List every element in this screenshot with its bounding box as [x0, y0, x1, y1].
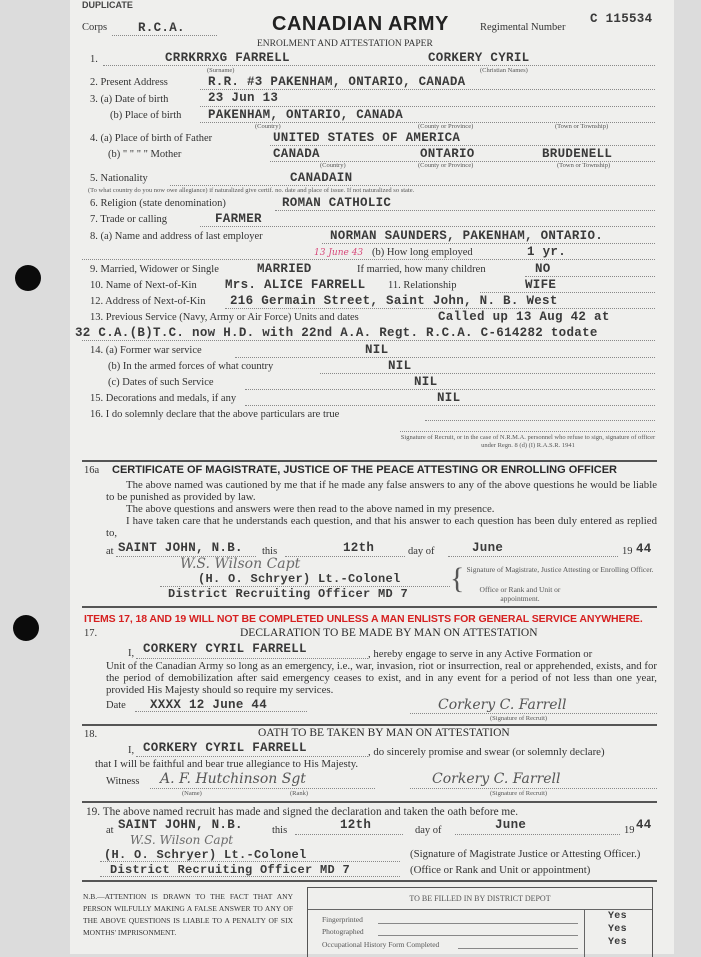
dotted-line	[275, 210, 655, 211]
dotted-line	[103, 65, 655, 66]
q7-label: 7. Trade or calling	[90, 214, 167, 225]
section-divider	[82, 724, 657, 726]
penalty-notice: N.B.—ATTENTION IS DRAWN TO THE FACT THAT ANY PERSON WILFULLY MAKING A FALSE ANSWER TO ANY OF THE ABOVE QUESTIONS IS LIABLE TO A PENALTY OF SIX MONTHS' IMPRISONMENT.	[83, 892, 293, 937]
dotted-line	[320, 373, 655, 374]
dotted-line	[455, 834, 620, 835]
certificate-paragraph: The above questions and answers were then read to the above named in my presence.	[126, 503, 495, 515]
officer-name: (H. O. Schryer) Lt.-Colonel	[198, 572, 401, 586]
q10-label: 10. Name of Next-of-Kin	[90, 280, 197, 291]
christian-names: CORKERY CYRIL	[428, 51, 530, 65]
handwritten-annotation: 13 June 43	[314, 248, 364, 258]
q8a-label: 8. (a) Name and address of last employer	[90, 231, 263, 242]
year-prefix: 19	[622, 546, 633, 557]
signature-line	[410, 788, 657, 789]
officer-signature: W.S. Wilson Capt	[180, 556, 301, 572]
declaration-heading: DECLARATION TO BE MADE BY MAN ON ATTESTATION	[240, 627, 538, 639]
present-address: R.R. #3 PAKENHAM, ONTARIO, CANADA	[208, 75, 466, 89]
dotted-line	[235, 357, 655, 358]
office-caption: Office or Rank and Unit or appointment.	[479, 585, 561, 603]
declaration-date: XXXX 12 June 44	[150, 698, 268, 712]
dotted-line	[225, 308, 655, 309]
oath-text: , do sincerely promise and swear (or solemnly declare)	[368, 746, 605, 758]
dotted-line	[170, 185, 655, 186]
recruit-signature-caption: Signature of Recruit, or in the case of N.R.M.A. personnel who refuse to sign, signature of officer under Regn. 8 (d) (I) R.A.S.R. 1941	[400, 434, 656, 449]
dotted-line	[322, 243, 655, 244]
witness-label: Witness	[106, 776, 140, 787]
this-label: this	[262, 546, 278, 557]
dotted-line	[285, 556, 405, 557]
line	[458, 948, 578, 949]
dotted-line	[200, 89, 655, 90]
attestation-month: June	[472, 541, 504, 555]
day-of-label: day of	[408, 546, 435, 557]
dotted-line	[200, 226, 655, 227]
signature-line	[410, 713, 657, 714]
magistrate-signature-caption: Signature of Magistrate, Justice Attesting or Enrolling Officer.	[466, 565, 654, 574]
decorations: NIL	[437, 391, 461, 405]
page-title: CANADIAN ARMY	[272, 13, 449, 35]
section-divider	[82, 880, 657, 882]
oath-month: June	[495, 818, 527, 832]
dotted-line	[270, 145, 655, 146]
q14a-label: 14. (a) Former war service	[90, 345, 202, 356]
attestation-year: 44	[636, 542, 652, 556]
corps-label: Corps	[82, 22, 108, 33]
dotted-line	[82, 340, 655, 341]
dotted-line	[136, 756, 368, 757]
dotted-line	[82, 259, 655, 260]
officer-appointment: District Recruiting Officer MD 7	[110, 863, 351, 877]
dotted-line	[200, 106, 655, 107]
q4b-label: (b) " " " " Mother	[108, 149, 182, 160]
relationship: WIFE	[525, 278, 557, 292]
oath-taker-name: CORKERY CYRIL FARRELL	[143, 741, 307, 755]
former-war-service: NIL	[365, 343, 389, 357]
duplicate-stub: DUPLICATE	[82, 0, 133, 10]
certificate-heading: CERTIFICATE OF MAGISTRATE, JUSTICE OF THE PEACE ATTESTING OR ENROLLING OFFICER	[112, 464, 617, 476]
q19-text: 19. The above named recruit has made and signed the declaration and taken the oath before me.	[86, 806, 519, 818]
q13-label: 13. Previous Service (Navy, Army or Air Force) Units and dates	[90, 312, 359, 323]
dotted-line	[245, 405, 655, 406]
caption: (Name)	[182, 790, 202, 797]
service-dates: NIL	[414, 375, 438, 389]
office-caption: (Office or Rank and Unit or appointment)	[410, 864, 591, 876]
father-birthplace: UNITED STATES OF AMERICA	[273, 131, 461, 145]
regimental-number-label: Regimental Number	[480, 22, 566, 33]
mother-country: CANADA	[273, 147, 320, 161]
dotted-line	[100, 861, 400, 862]
armed-forces-country: NIL	[388, 359, 412, 373]
dotted-line	[425, 420, 655, 421]
marital-status: MARRIED	[257, 262, 312, 276]
nationality: CANADAIN	[290, 171, 353, 185]
divider	[584, 909, 585, 957]
caption: (Surname)	[207, 67, 235, 74]
q5-label: 5. Nationality	[90, 173, 148, 184]
recruit-signature: Corkery C. Farrell	[432, 771, 561, 787]
at-label: at	[106, 825, 114, 836]
at-label: at	[106, 546, 114, 557]
q16a-number: 16a	[84, 465, 100, 476]
dotted-line	[150, 788, 375, 789]
divider	[308, 909, 652, 910]
q3b-label: (b) Place of birth	[110, 110, 182, 121]
q17-number: 17.	[84, 628, 98, 639]
q12-label: 12. Address of Next-of-Kin	[90, 296, 206, 307]
dotted-line	[136, 658, 368, 659]
line	[378, 923, 578, 924]
caption: (Town or Township)	[557, 162, 611, 169]
declarant-name: CORKERY CYRIL FARRELL	[143, 642, 307, 656]
q3a-label: 3. (a) Date of birth	[90, 94, 169, 105]
year-prefix: 19	[624, 825, 635, 836]
caption: (Signature of Recruit)	[490, 715, 548, 722]
witness-signature: A. F. Hutchinson Sgt	[160, 771, 306, 787]
dotted-line	[245, 389, 655, 390]
q11-label: 11. Relationship	[388, 280, 457, 291]
children-count: NO	[535, 262, 551, 276]
occupational-history-label: Occupational History Form Completed	[322, 940, 440, 949]
officer-appointment: District Recruiting Officer MD 7	[168, 587, 409, 601]
fingerprinted-value: Yes	[608, 911, 627, 922]
magistrate-signature-caption: (Signature of Magistrate Justice or Attesting Officer.)	[410, 848, 641, 860]
punch-hole	[13, 615, 39, 641]
q18-number: 18.	[84, 729, 98, 740]
oath-year: 44	[636, 818, 652, 832]
general-service-notice: ITEMS 17, 18 AND 19 WILL NOT BE COMPLETED UNLESS A MAN ENLISTS FOR GENERAL SERVICE ANYWHERE.	[84, 613, 643, 625]
caption: (Christian Names)	[480, 67, 528, 74]
district-depot-box	[307, 887, 653, 957]
q14c-label: (c) Dates of such Service	[108, 377, 214, 388]
q16-label: 16. I do solemnly declare that the above particulars are true	[90, 409, 340, 420]
mother-province: ONTARIO	[420, 147, 475, 161]
previous-service-continued: 32 C.A.(B)T.C. now H.D. with 22nd A.A. Regt. R.C.A. C-614282 todate	[75, 326, 598, 340]
q15-label: 15. Decorations and medals, if any	[90, 393, 237, 404]
caption: (Signature of Recruit)	[490, 790, 548, 797]
fingerprinted-label: Fingerprinted	[322, 915, 363, 924]
date-of-birth: 23 Jun 13	[208, 91, 279, 105]
i-label: I,	[128, 648, 135, 659]
section-divider	[82, 801, 657, 803]
dotted-line	[160, 586, 450, 587]
corps-value: R.C.A.	[138, 21, 185, 35]
nationality-note: (To what country do you now owe allegiance) if naturalized give certif. no. date and place of issue. If not naturalized so state.	[88, 187, 415, 194]
photographed-value: Yes	[608, 924, 627, 935]
certificate-paragraph: The above named was cautioned by me that if he made any false answers to any of the above questions he would be liable to be punished as provided by law.	[106, 479, 657, 503]
signature-line	[400, 431, 655, 432]
q4a-label: 4. (a) Place of birth of Father	[90, 133, 213, 144]
line	[378, 935, 578, 936]
caption: (Rank)	[290, 790, 309, 797]
trade: FARMER	[215, 212, 262, 226]
last-employer: NORMAN SAUNDERS, PAKENHAM, ONTARIO.	[330, 229, 604, 243]
religion: ROMAN CATHOLIC	[282, 196, 392, 210]
dotted-line	[135, 711, 307, 712]
mother-town: BRUDENELL	[542, 147, 613, 161]
employment-length: 1 yr.	[527, 245, 567, 259]
children-label: If married, how many children	[357, 264, 486, 275]
oath-heading: OATH TO BE TAKEN BY MAN ON ATTESTATION	[258, 727, 510, 739]
regimental-number: C 115534	[590, 12, 653, 26]
caption: (Country)	[320, 162, 346, 169]
officer-signature: W.S. Wilson Capt	[130, 833, 234, 847]
attestation-place: SAINT JOHN, N.B.	[118, 541, 243, 555]
section-divider	[82, 460, 657, 462]
section-divider	[82, 606, 657, 608]
i-label: I,	[128, 745, 135, 756]
surname: CRRKRRXG FARRELL	[165, 51, 290, 65]
next-of-kin-address: 216 Germain Street, Saint John, N. B. West	[230, 294, 558, 308]
dotted-line	[525, 276, 655, 277]
caption: (Town or Township)	[555, 123, 609, 130]
dotted-line	[448, 556, 618, 557]
dotted-line	[100, 876, 400, 877]
q8b-label: (b) How long employed	[372, 247, 473, 258]
certificate-paragraph: I have taken care that he understands each question, and that his answer to each question has been duly entered as replied to,	[106, 515, 657, 539]
next-of-kin: Mrs. ALICE FARRELL	[225, 278, 366, 292]
dotted-line	[112, 35, 217, 36]
day-of-label: day of	[415, 825, 442, 836]
oath-day: 12th	[340, 818, 372, 832]
photographed-label: Photographed	[322, 927, 364, 936]
punch-hole	[15, 265, 41, 291]
attestation-day: 12th	[343, 541, 375, 555]
q6-label: 6. Religion (state denomination)	[90, 198, 226, 209]
oath-text: that I will be faithful and bear true allegiance to His Majesty.	[95, 758, 359, 770]
q1-number: 1.	[90, 54, 98, 65]
depot-heading: TO BE FILLED IN BY DISTRICT DEPOT	[409, 894, 551, 903]
brace: {	[450, 562, 465, 595]
q2-label: 2. Present Address	[90, 77, 168, 88]
q9-label: 9. Married, Widower or Single	[90, 264, 219, 275]
declaration-text: Unit of the Canadian Army so long as an emergency, i.e., war, invasion, riot or insurrection, real or apprehended, exists, and for the period of demobilization after said emergency ceases to exist, and in any event for a period of not less than one year, provided His Majesty should so require my services.	[106, 660, 657, 696]
dotted-line	[480, 292, 655, 293]
occupational-history-value: Yes	[608, 937, 627, 948]
declaration-text: , hereby engage to serve in any Active Formation or	[368, 648, 593, 660]
officer-name: (H. O. Schryer) Lt.-Colonel	[104, 848, 307, 862]
previous-service: Called up 13 Aug 42 at	[438, 310, 610, 324]
recruit-signature: Corkery C. Farrell	[438, 697, 567, 713]
caption: (Country)	[255, 123, 281, 130]
place-of-birth: PAKENHAM, ONTARIO, CANADA	[208, 108, 404, 122]
caption: (County or Province)	[418, 123, 474, 130]
this-label: this	[272, 825, 288, 836]
caption: (County or Province)	[418, 162, 474, 169]
date-label: Date	[106, 700, 126, 711]
oath-place: SAINT JOHN, N.B.	[118, 818, 243, 832]
q14b-label: (b) In the armed forces of what country	[108, 361, 274, 372]
dotted-line	[295, 834, 403, 835]
subtitle: ENROLMENT AND ATTESTATION PAPER	[257, 39, 433, 49]
